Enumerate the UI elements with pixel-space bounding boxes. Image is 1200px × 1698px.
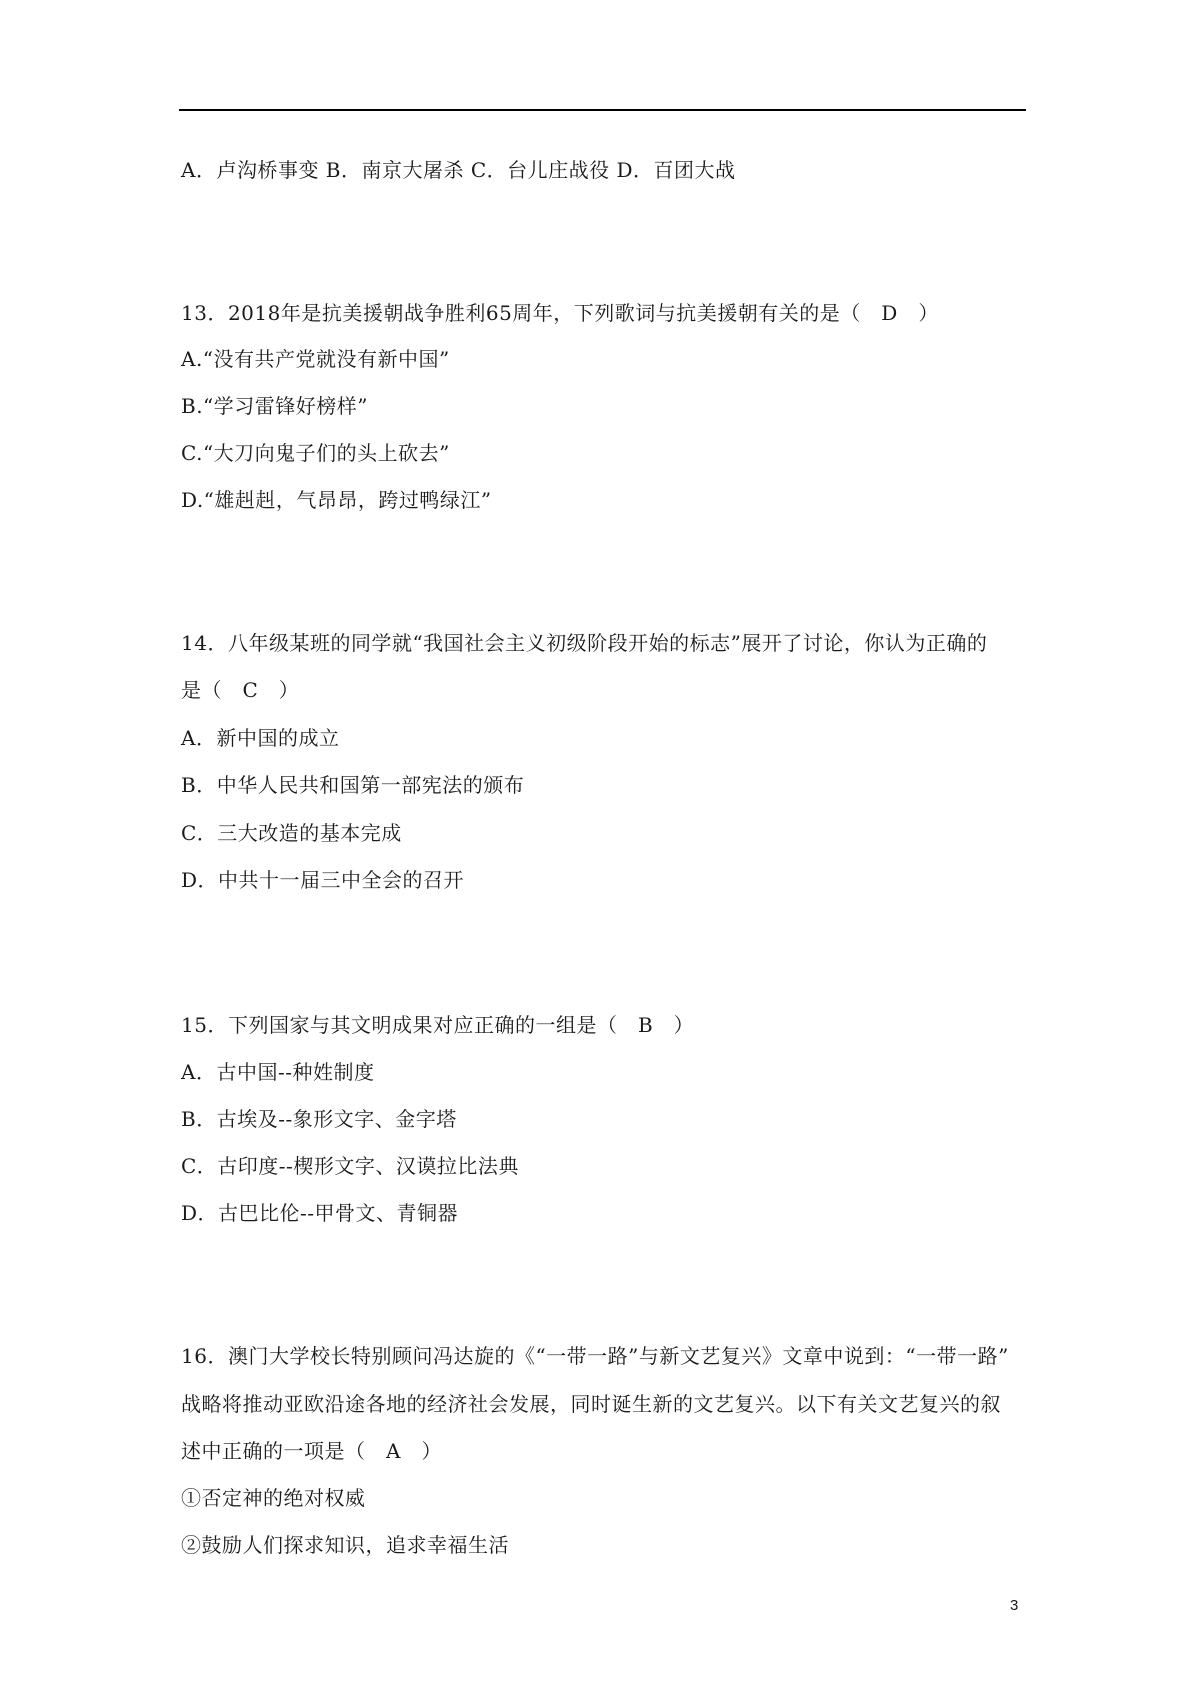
q16-stem-line2: 战略将推动亚欧沿途各地的经济社会发展，同时诞生新的文艺复兴。以下有关文艺复兴的叙 bbox=[181, 1392, 1001, 1416]
q12-options: A．卢沟桥事变 B．南京大屠杀 C．台儿庄战役 D．百团大战 bbox=[181, 158, 736, 182]
q14-option-b: B．中华人民共和国第一部宪法的颁布 bbox=[181, 773, 525, 797]
q13-stem: 13．2018年是抗美援朝战争胜利65周年，下列歌词与抗美援朝有关的是（ D ） bbox=[181, 301, 939, 325]
q15-option-d: D．古巴比伦--甲骨文、青铜器 bbox=[181, 1201, 459, 1225]
q14-option-a: A．新中国的成立 bbox=[181, 726, 340, 750]
q15-stem: 15．下列国家与其文明成果对应正确的一组是（ B ） bbox=[181, 1013, 695, 1037]
q13-option-a: A.“没有共产党就没有新中国” bbox=[181, 347, 450, 371]
q14-stem-line2: 是（ C ） bbox=[181, 678, 300, 702]
q13-option-c: C.“大刀向鬼子们的头上砍去” bbox=[181, 441, 450, 465]
q13-option-d: D.“雄赳赳，气昂昂，跨过鸭绿江” bbox=[181, 488, 492, 512]
q16-item-1: ①否定神的绝对权威 bbox=[181, 1486, 366, 1510]
q16-stem-line1: 16．澳门大学校长特别顾问冯达旋的《“一带一路”与新文艺复兴》文章中说到：“一带一路” bbox=[181, 1344, 1009, 1368]
q13-option-b: B.“学习雷锋好榜样” bbox=[181, 394, 369, 418]
q14-option-c: C．三大改造的基本完成 bbox=[181, 821, 402, 845]
q15-option-a: A．古中国--种姓制度 bbox=[181, 1060, 375, 1084]
q16-item-2: ②鼓励人们探求知识，追求幸福生活 bbox=[181, 1533, 509, 1557]
header-rule bbox=[179, 109, 1026, 111]
page-number: 3 bbox=[1010, 1597, 1019, 1614]
q15-option-c: C．古印度--楔形文字、汉谟拉比法典 bbox=[181, 1154, 519, 1178]
q14-option-d: D．中共十一届三中全会的召开 bbox=[181, 868, 465, 892]
q16-stem-line3: 述中正确的一项是（ A ） bbox=[181, 1439, 442, 1463]
q15-option-b: B．古埃及--象形文字、金字塔 bbox=[181, 1107, 457, 1131]
q14-stem-line1: 14．八年级某班的同学就“我国社会主义初级阶段开始的标志”展开了讨论，你认为正确的 bbox=[181, 631, 988, 655]
